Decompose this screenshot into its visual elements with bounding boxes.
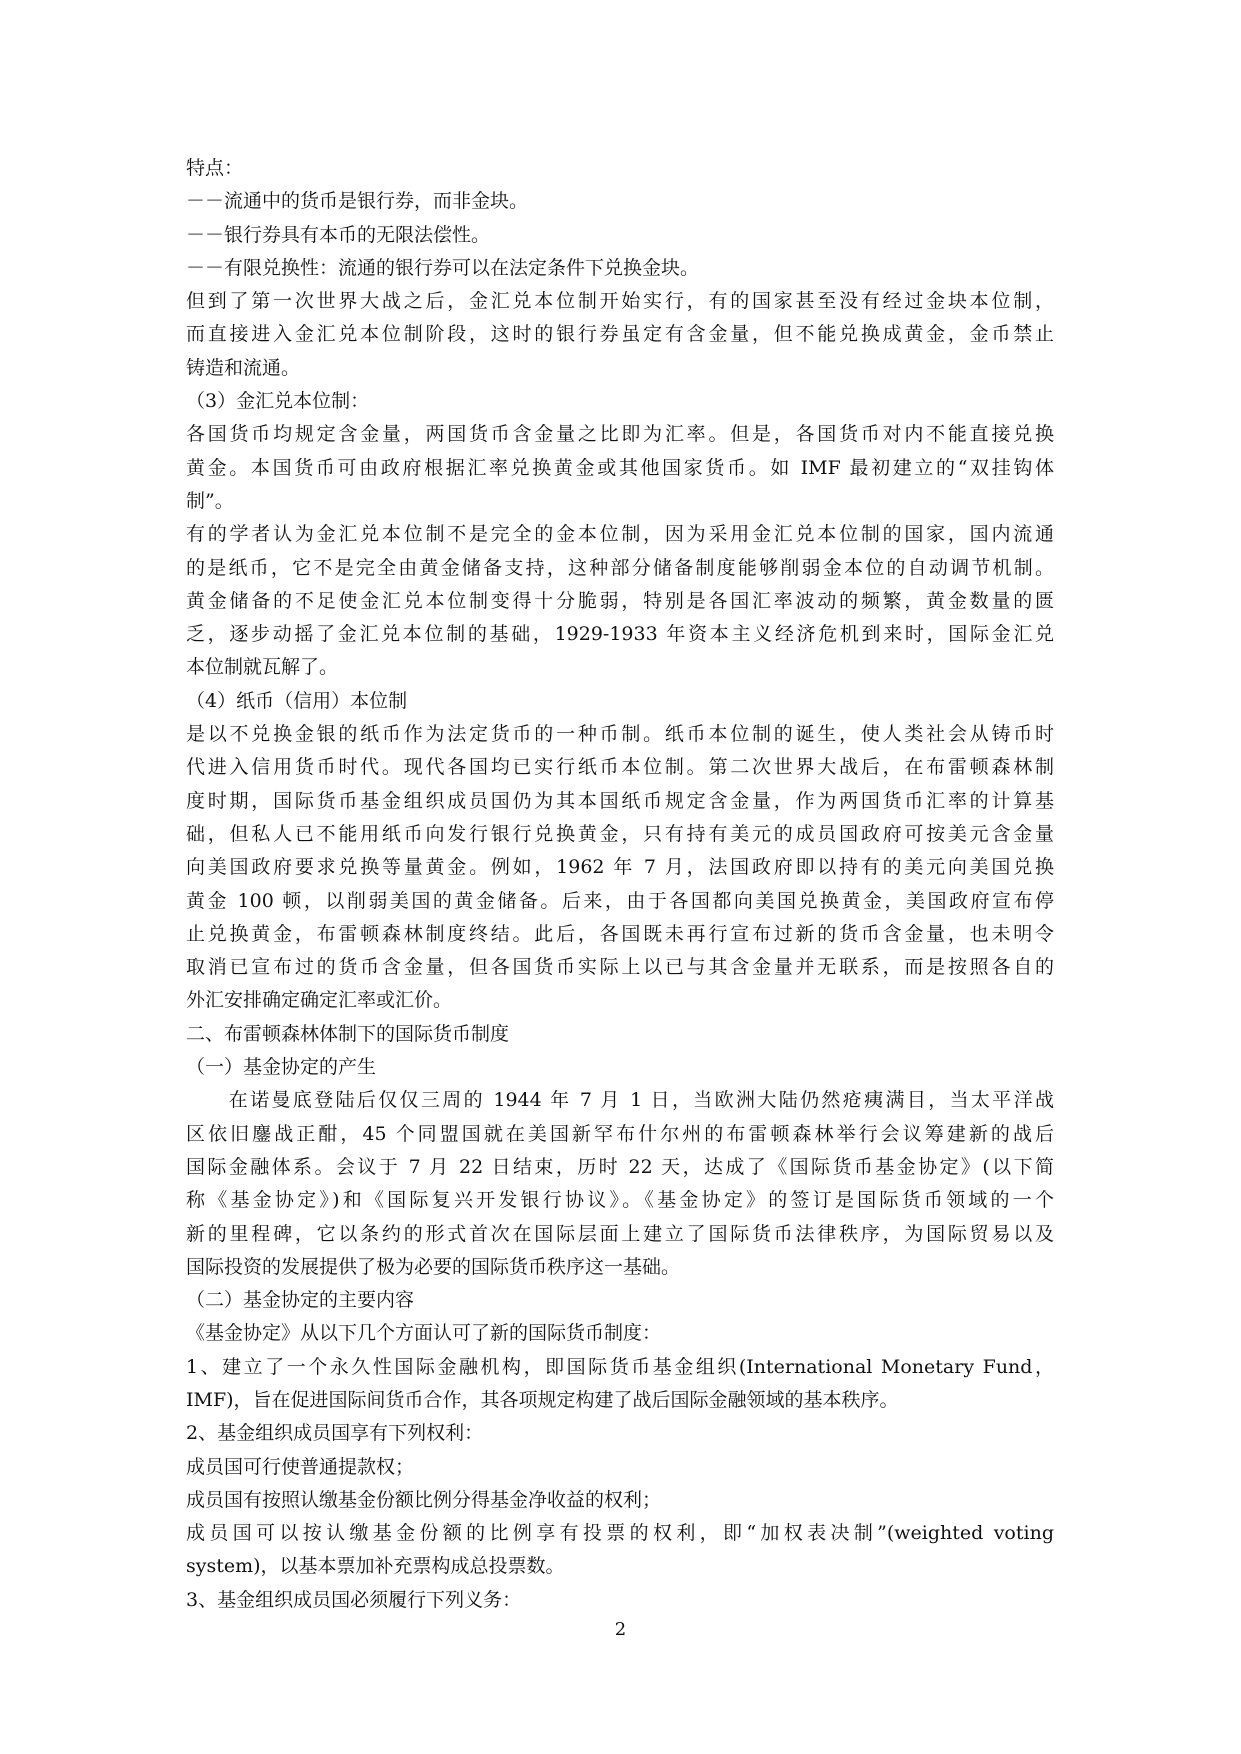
text-line: 黄金储备的不足使金汇兑本位制变得十分脆弱，特别是各国汇率波动的频繁，黄金数量的匮 (186, 589, 1054, 612)
text-line: 铸造和流通。 (186, 356, 301, 379)
text-line: 在诺曼底登陆后仅仅三周的 1944 年 7 月 1 日，当欧洲大陆仍然疮痍满目，当太平洋战 (186, 1089, 1054, 1112)
text-line: 新的里程碑，它以条约的形式首次在国际层面上建立了国际货币法律秩序，为国际贸易以及 (186, 1222, 1054, 1245)
text-line: （3）金汇兑本位制： (186, 390, 370, 413)
text-line: 是以不兑换金银的纸币作为法定货币的一种币制。纸币本位制的诞生，使人类社会从铸币时 (186, 723, 1054, 746)
text-line: 成员国可行使普通提款权； (186, 1455, 415, 1478)
text-line: 成员国有按照认缴基金份额比例分得基金净收益的权利； (186, 1488, 662, 1511)
text-line: 2、基金组织成员国享有下列权利： (186, 1422, 484, 1445)
text-line: 向美国政府要求兑换等量黄金。例如，1962 年 7 月，法国政府即以持有的美元向美国兑换 (186, 856, 1054, 879)
text-line: －－有限兑换性：流通的银行券可以在法定条件下兑换金块。 (186, 256, 700, 279)
text-line: 础，但私人已不能用纸币向发行银行兑换黄金，只有持有美元的成员国政府可按美元含金量 (186, 822, 1054, 845)
text-line: system)，以基本票加补充票构成总投票数。 (186, 1555, 565, 1578)
text-line: 3、基金组织成员国必须履行下列义务： (186, 1588, 522, 1611)
text-line: 乏，逐步动摇了金汇兑本位制的基础，1929-1933 年资本主义经济危机到来时，国际金汇兑 (186, 623, 1054, 646)
text-line: 制”。 (186, 489, 234, 512)
text-line: 1、建立了一个永久性国际金融机构，即国际货币基金组织(International Monetary Fund， (186, 1355, 1054, 1378)
text-line: 黄金 100 顿，以削弱美国的黄金储备。后来，由于各国都向美国兑换黄金，美国政府宣布停 (186, 889, 1054, 912)
text-line: （二）基金协定的主要内容 (186, 1289, 415, 1312)
text-line: （4）纸币（信用）本位制 (186, 689, 408, 712)
text-line: 而直接进入金汇兑本位制阶段，这时的银行券虽定有含金量，但不能兑换成黄金，金币禁止 (186, 323, 1054, 346)
text-line: 取消已宣布过的货币含金量，但各国货币实际上以已与其含金量并无联系，而是按照各自的 (186, 956, 1054, 979)
text-line: －－银行券具有本币的无限法偿性。 (186, 223, 491, 246)
text-line: 度时期，国际货币基金组织成员国仍为其本国纸币规定含金量，作为两国货币汇率的计算基 (186, 789, 1054, 812)
text-line: 的是纸币，它不是完全由黄金储备支持，这种部分储备制度能够削弱金本位的自动调节机制。 (186, 556, 1054, 579)
text-line: 区依旧鏖战正酣，45 个同盟国就在美国新罕布什尔州的布雷顿森林举行会议筹建新的战后 (186, 1122, 1054, 1145)
text-line: 本位制就瓦解了。 (186, 656, 339, 679)
text-line: 有的学者认为金汇兑本位制不是完全的金本位制，因为采用金汇兑本位制的国家，国内流通 (186, 523, 1054, 546)
text-line: 外汇安排确定确定汇率或汇价。 (186, 989, 453, 1012)
text-line: 国际投资的发展提供了极为必要的国际货币秩序这一基础。 (186, 1255, 681, 1278)
text-line: IMF)，旨在促进国际间货币合作，其各项规定构建了战后国际金融领域的基本秩序。 (186, 1388, 899, 1411)
text-line: 称《基金协定》)和《国际复兴开发银行协议》。《基金协定》的签订是国际货币领域的一个 (186, 1189, 1054, 1212)
body-text (186, 152, 1054, 1617)
text-line: 各国货币均规定含金量，两国货币含金量之比即为汇率。但是，各国货币对内不能直接兑换 (186, 423, 1054, 446)
text-line: 二、布雷顿森林体制下的国际货币制度 (186, 1022, 510, 1045)
text-line: 代进入信用货币时代。现代各国均已实行纸币本位制。第二次世界大战后，在布雷顿森林制 (186, 756, 1054, 779)
text-line: 国际金融体系。会议于 7 月 22 日结束，历时 22 天，达成了《国际货币基金协定》(以下简 (186, 1155, 1054, 1178)
text-line: 但到了第一次世界大战之后，金汇兑本位制开始实行，有的国家甚至没有经过金块本位制， (186, 290, 1054, 313)
text-line: 特点： (186, 157, 244, 179)
text-line: 止兑换黄金，布雷顿森林制度终结。此后，各国既未再行宣布过新的货币含金量，也未明令 (186, 922, 1054, 945)
text-line: （一）基金协定的产生 (186, 1056, 377, 1079)
page-number: 2 (614, 1619, 627, 1640)
text-line: 《基金协定》从以下几个方面认可了新的国际货币制度： (186, 1322, 662, 1345)
text-line: 成员国可以按认缴基金份额的比例享有投票的权利，即“加权表决制”(weighted voting (186, 1522, 1054, 1545)
text-line: －－流通中的货币是银行券，而非金块。 (186, 190, 529, 213)
text-line: 黄金。本国货币可由政府根据汇率兑换黄金或其他国家货币。如 IMF 最初建立的“双挂钩体 (186, 456, 1054, 479)
